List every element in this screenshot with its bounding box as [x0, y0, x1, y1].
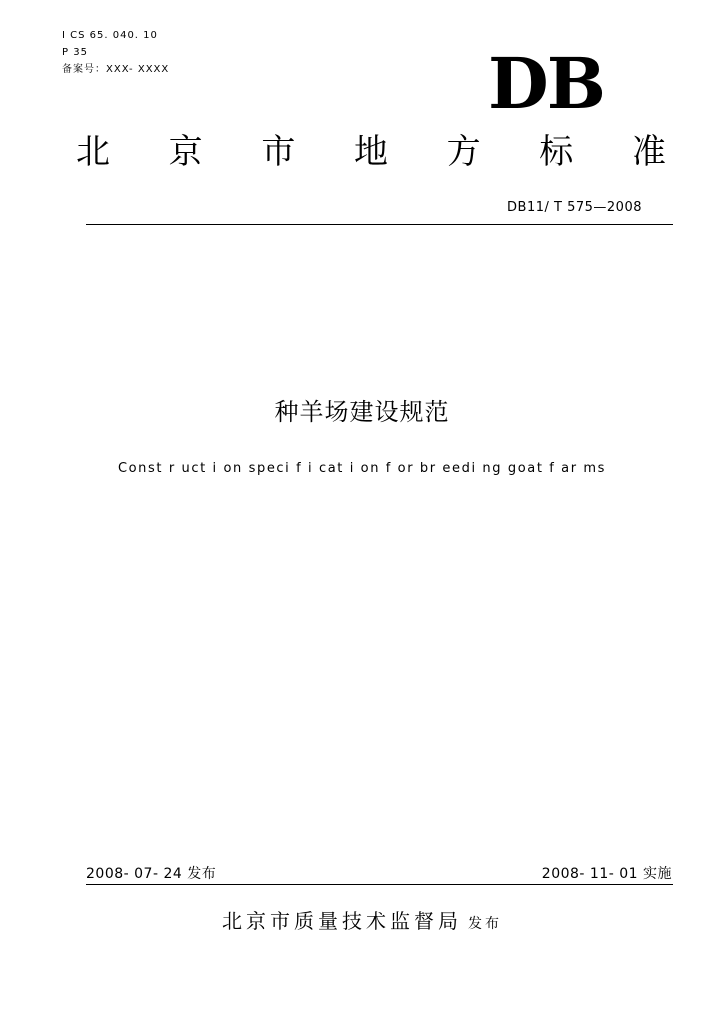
standard-title-char: 京 — [168, 132, 203, 172]
standard-title-char: 准 — [631, 132, 666, 172]
document-title: 种羊场建设规范 — [274, 398, 450, 426]
document-subtitle: Const r uct i on speci f i cat i on f or br eedi ng goat f ar ms — [117, 461, 607, 476]
standard-title-char: 地 — [353, 132, 388, 172]
bottom-divider — [86, 884, 673, 885]
issuer-suffix: 发布 — [468, 916, 502, 932]
db-logo: DB — [488, 42, 604, 125]
issuer-line — [0, 906, 724, 939]
issue-date: 2008- 07- 24 发布 — [86, 866, 217, 882]
top-divider — [86, 224, 673, 225]
standard-title-char: 方 — [446, 132, 481, 172]
standard-title — [76, 130, 666, 174]
ics-code: I CS 65. 040. 10 — [62, 30, 158, 41]
standard-title-char: 标 — [539, 132, 574, 172]
standard-title-char: 市 — [261, 132, 296, 172]
standard-number: DB11/ T 575—2008 — [507, 200, 642, 215]
implementation-date: 2008- 11- 01 实施 — [541, 866, 672, 882]
filing-number: 备案号：XXX- XXXX — [62, 64, 170, 75]
p-code: P 35 — [62, 47, 88, 58]
standard-title-char: 北 — [76, 132, 110, 172]
issuer-name: 北京市质量技术监督局 — [222, 909, 462, 933]
